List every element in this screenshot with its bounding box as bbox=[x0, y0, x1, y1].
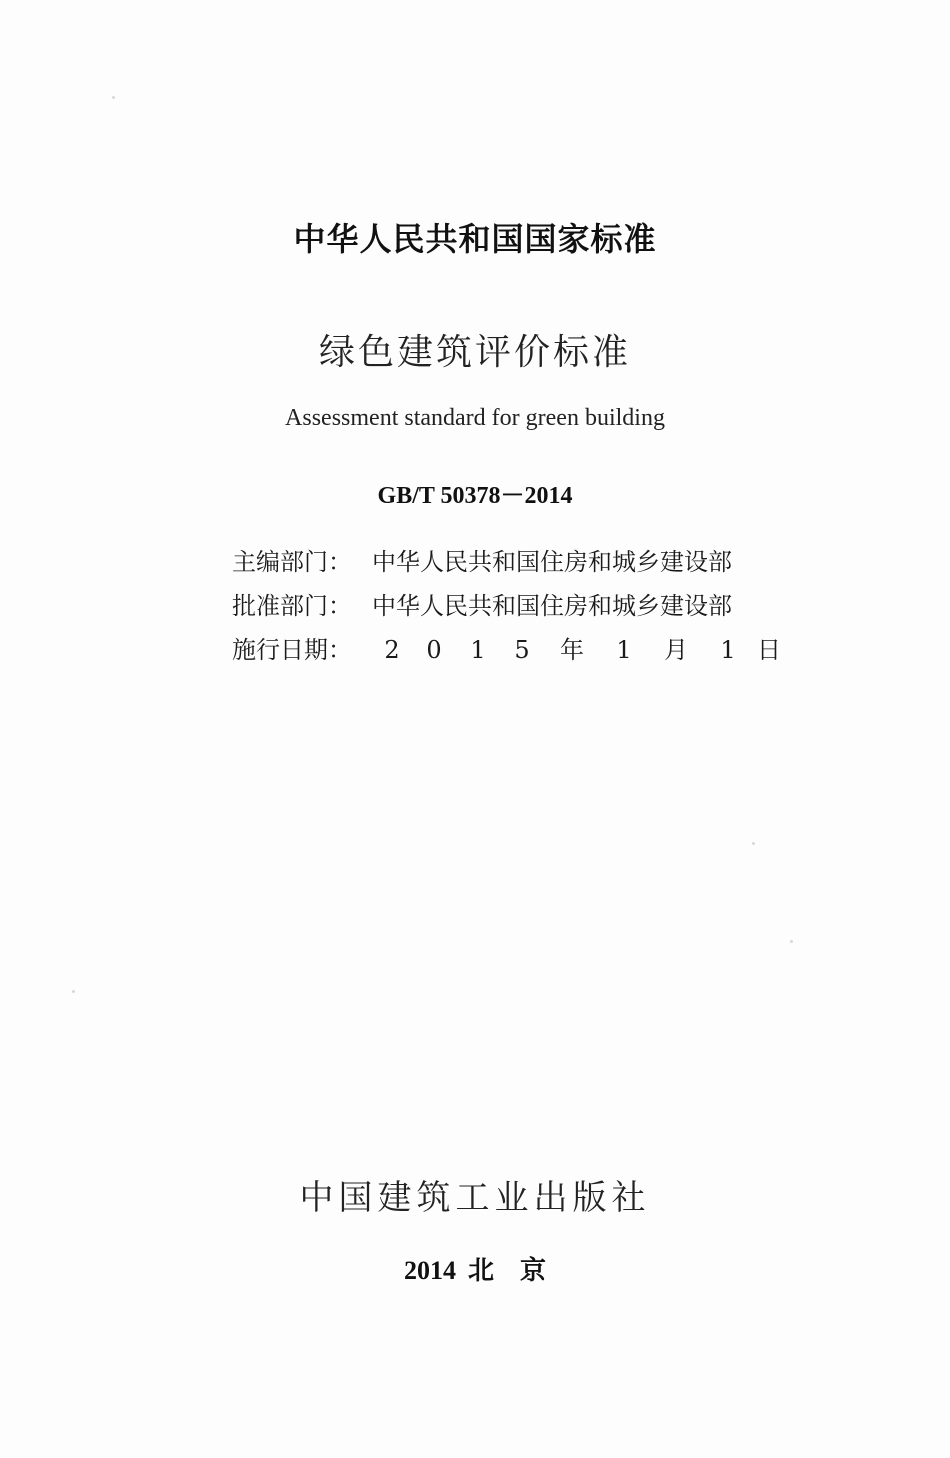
document-title-chinese: 绿色建筑评价标准 bbox=[318, 332, 631, 373]
effective-date-value bbox=[372, 628, 786, 672]
editor-row bbox=[232, 540, 792, 584]
date-char: 年 bbox=[560, 636, 584, 664]
date-char: 5 bbox=[514, 636, 530, 664]
scan-speck bbox=[752, 842, 755, 845]
date-char: 1 bbox=[616, 636, 632, 664]
editor-label: 主编部门： bbox=[232, 548, 352, 576]
document-title-english: Assessment standard for green building bbox=[285, 405, 665, 431]
standard-code: GB/T 50378－2014 bbox=[377, 483, 573, 509]
approver-label: 批准部门： bbox=[232, 592, 352, 620]
publication-year: 2014 bbox=[403, 1256, 456, 1285]
date-char: 0 bbox=[426, 636, 442, 664]
publisher-name: 中国建筑工业出版社 bbox=[299, 1178, 651, 1218]
editor-value: 中华人民共和国住房和城乡建设部 bbox=[372, 548, 732, 576]
effective-date-label: 施行日期： bbox=[232, 636, 352, 664]
scan-speck bbox=[72, 990, 75, 993]
standard-info-block bbox=[232, 540, 792, 672]
standard-series-heading: 中华人民共和国国家标准 bbox=[293, 220, 657, 258]
date-char: 1 bbox=[720, 636, 736, 664]
date-char: 日 bbox=[757, 636, 781, 664]
approver-row bbox=[232, 584, 792, 628]
date-char: 2 bbox=[384, 636, 400, 664]
scan-speck bbox=[112, 96, 115, 99]
date-char: 月 bbox=[664, 636, 688, 664]
publication-year-place bbox=[0, 1250, 950, 1287]
date-char: 1 bbox=[470, 636, 486, 664]
scan-speck bbox=[790, 940, 793, 943]
publication-city: 北 京 bbox=[467, 1256, 546, 1285]
effective-date-row bbox=[232, 628, 792, 672]
approver-value: 中华人民共和国住房和城乡建设部 bbox=[372, 592, 732, 620]
